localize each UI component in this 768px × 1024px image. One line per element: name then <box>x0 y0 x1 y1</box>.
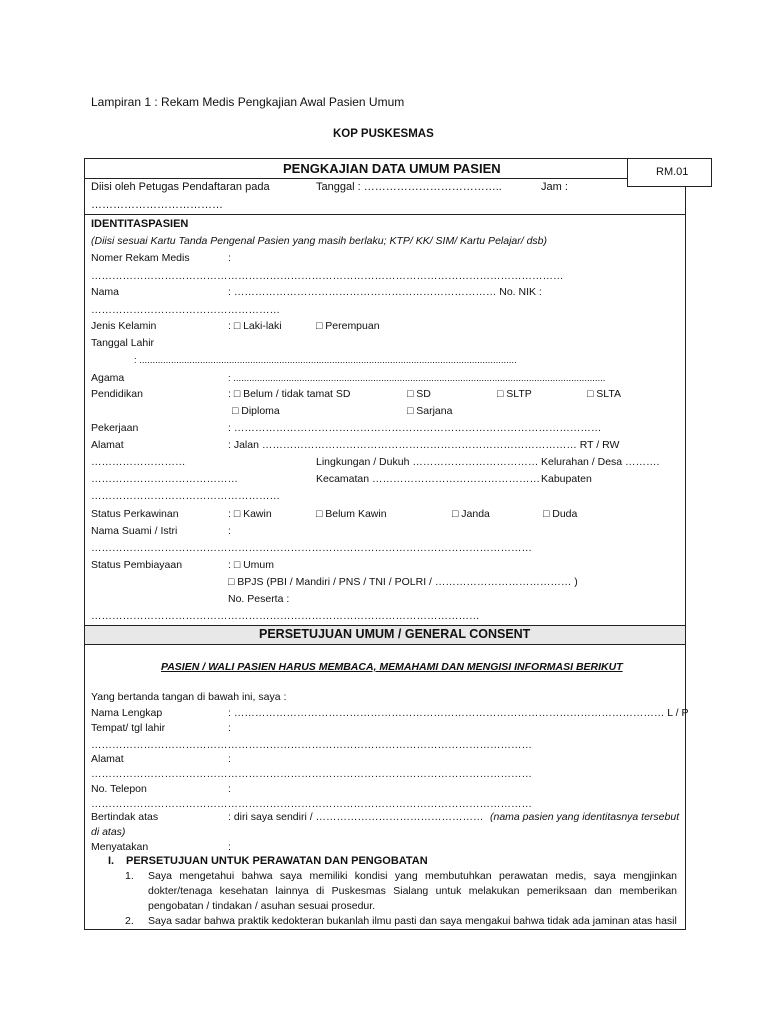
suami-colon: : <box>228 525 231 537</box>
tanggal-field[interactable]: Tanggal : ……………………………….. <box>316 181 502 193</box>
telepon-colon: : <box>228 783 231 795</box>
belum-kawin-checkbox[interactable]: □ Belum Kawin <box>316 508 387 520</box>
consent-alamat-label: Alamat <box>91 753 124 765</box>
rm-code: RM.01 <box>656 166 689 178</box>
pend-sarjana-checkbox[interactable]: □ Sarjana <box>407 405 453 417</box>
agama-field[interactable]: : ............................................................................................................................................. <box>228 373 606 384</box>
nama-lengkap-label: Nama Lengkap <box>91 707 163 719</box>
nomor-rm-label: Nomer Rekam Medis <box>91 252 190 264</box>
menyatakan-colon: : <box>228 841 231 853</box>
diisi-oleh: Diisi oleh Petugas Pendaftaran pada <box>91 181 270 193</box>
lampiran-title: Lampiran 1 : Rekam Medis Pengkajian Awal Pasien Umum <box>91 95 405 109</box>
alamat-jalan-field[interactable]: : Jalan ……………………………………………………………………………… RT / RW <box>228 439 620 451</box>
pend-sd-checkbox[interactable]: □ SD <box>407 388 431 400</box>
nomor-rm-colon: : <box>228 252 231 264</box>
kecamatan-field[interactable]: Kecamatan ………………………………………… <box>316 473 541 485</box>
lingkungan-field[interactable]: Lingkungan / Dukuh ……………………………… <box>316 456 539 468</box>
janda-checkbox[interactable]: □ Janda <box>452 508 490 520</box>
ttl-colon: : <box>228 722 231 734</box>
pekerjaan-label: Pekerjaan <box>91 422 139 434</box>
jk-laki-checkbox[interactable]: : □ Laki-laki <box>228 320 282 332</box>
item1-num: 1. <box>125 870 134 882</box>
biaya-label: Status Pembiayaan <box>91 559 183 571</box>
telepon-field[interactable]: ……………………………………………………………………………………………………………… <box>91 798 532 810</box>
identitas-heading: IDENTITASPASIEN <box>91 218 189 230</box>
pend-slta-checkbox[interactable]: □ SLTA <box>587 388 621 400</box>
tgl-lahir-label: Tanggal Lahir <box>91 337 155 349</box>
pend-sltp-checkbox[interactable]: □ SLTP <box>497 388 532 400</box>
divider <box>84 214 686 215</box>
no-peserta-label: No. Peserta : <box>228 593 290 605</box>
suami-field[interactable]: ……………………………………………………………………………………………………………… <box>91 542 532 554</box>
jk-label: Jenis Kelamin <box>91 320 157 332</box>
pend-diploma-checkbox[interactable]: □ Diploma <box>232 405 280 417</box>
pekerjaan-field[interactable]: : …………………………………………………………………………………………… <box>228 422 602 434</box>
consent-intro: Yang bertanda tangan di bawah ini, saya : <box>91 691 287 703</box>
bertindak-note: (nama pasien yang identitasnya tersebut <box>490 811 680 823</box>
nama-label: Nama <box>91 286 120 298</box>
consent-instruction: PASIEN / WALI PASIEN HARUS MEMBACA, MEMAHAMI DAN MENGISI INFORMASI BERIKUT <box>161 661 623 673</box>
kelurahan-field[interactable]: Kelurahan / Desa ………. <box>541 456 660 468</box>
jam-field[interactable]: Jam : <box>541 181 568 193</box>
telepon-label: No. Telepon <box>91 783 147 795</box>
item2-text: Saya sadar bahwa praktik kedokteran bukanlah ilmu pasti dan saya mengakui bahwa tidak ada jaminan atas hasil <box>148 915 677 927</box>
item2-num: 2. <box>125 915 134 927</box>
suami-label: Nama Suami / Istri <box>91 525 178 537</box>
rtrw-dots[interactable]: ……………………… <box>91 456 186 468</box>
pend-belum-checkbox[interactable]: : □ Belum / tidak tamat SD <box>228 388 351 400</box>
pendidikan-label: Pendidikan <box>91 388 143 400</box>
nik-field[interactable]: ……………………………………………… <box>91 304 280 316</box>
nomor-rm-field[interactable]: ……………………………………………………………………………………………………………………… <box>91 270 564 282</box>
kop-puskesmas: KOP PUSKESMAS <box>333 128 434 140</box>
nama-field[interactable]: : ………………………………………………………………… No. NIK : <box>228 286 542 298</box>
bertindak-label: Bertindak atas <box>91 811 159 823</box>
section1-num: I. <box>108 855 115 867</box>
tgl-lahir-field[interactable]: : ............................................................................................................................................... <box>134 355 517 366</box>
ttl-label: Tempat/ tgl lahir <box>91 722 166 734</box>
jk-perempuan-checkbox[interactable]: □ Perempuan <box>316 320 380 332</box>
divider <box>84 178 628 179</box>
section1-title: PERSETUJUAN UNTUK PERAWATAN DAN PENGOBATAN <box>126 855 428 867</box>
divider <box>84 644 686 645</box>
duda-checkbox[interactable]: □ Duda <box>543 508 578 520</box>
kabupaten-dots[interactable]: ……………………………………………… <box>91 490 280 502</box>
bertindak-note-cont: di atas) <box>91 826 126 838</box>
kawin-checkbox[interactable]: : □ Kawin <box>228 508 272 520</box>
status-kawin-label: Status Perkawinan <box>91 508 179 520</box>
consent-alamat-field[interactable]: ……………………………………………………………………………………………………………… <box>91 768 532 780</box>
agama-label: Agama <box>91 372 125 384</box>
jam-dots: ……………………………… <box>91 199 223 211</box>
umum-checkbox[interactable]: : □ Umum <box>228 559 275 571</box>
identitas-note: (Diisi sesuai Kartu Tanda Pengenal Pasien yang masih berlaku; KTP/ KK/ SIM/ Kartu Pelajar/ dsb) <box>91 235 548 247</box>
kabupaten-field[interactable]: Kabupaten <box>541 473 592 485</box>
nama-lengkap-field[interactable]: : …………………………………………………………………………………………………………… L / P <box>228 707 689 719</box>
form-title: PENGKAJIAN DATA UMUM PASIEN <box>283 161 501 176</box>
consent-alamat-colon: : <box>228 753 231 765</box>
alamat-label: Alamat <box>91 439 124 451</box>
bertindak-field[interactable]: : diri saya sendiri / ………………………………………… <box>228 811 484 823</box>
bpjs-checkbox[interactable]: □ BPJS (PBI / Mandiri / PNS / TNI / POLRI / ………………………………… ) <box>228 576 578 588</box>
ttl-field[interactable]: ……………………………………………………………………………………………………………… <box>91 739 532 751</box>
item1-text: Saya mengetahui bahwa saya memiliki kondisi yang membutuhkan perawatan medis, saya mengjinkan dokter/tenaga kesehatan lainnya di Puskesmas Sialang untuk melakukan pemeriksaan dan memberikan pengobatan / tindakan / asuhan sesuai prosedur. <box>148 870 677 912</box>
kelurahan-dots[interactable]: …………………………………… <box>91 473 238 485</box>
no-peserta-field[interactable]: ………………………………………………………………………………………………… <box>91 610 480 622</box>
menyatakan-label: Menyatakan <box>91 841 149 853</box>
consent-heading: PERSETUJUAN UMUM / GENERAL CONSENT <box>259 627 531 641</box>
